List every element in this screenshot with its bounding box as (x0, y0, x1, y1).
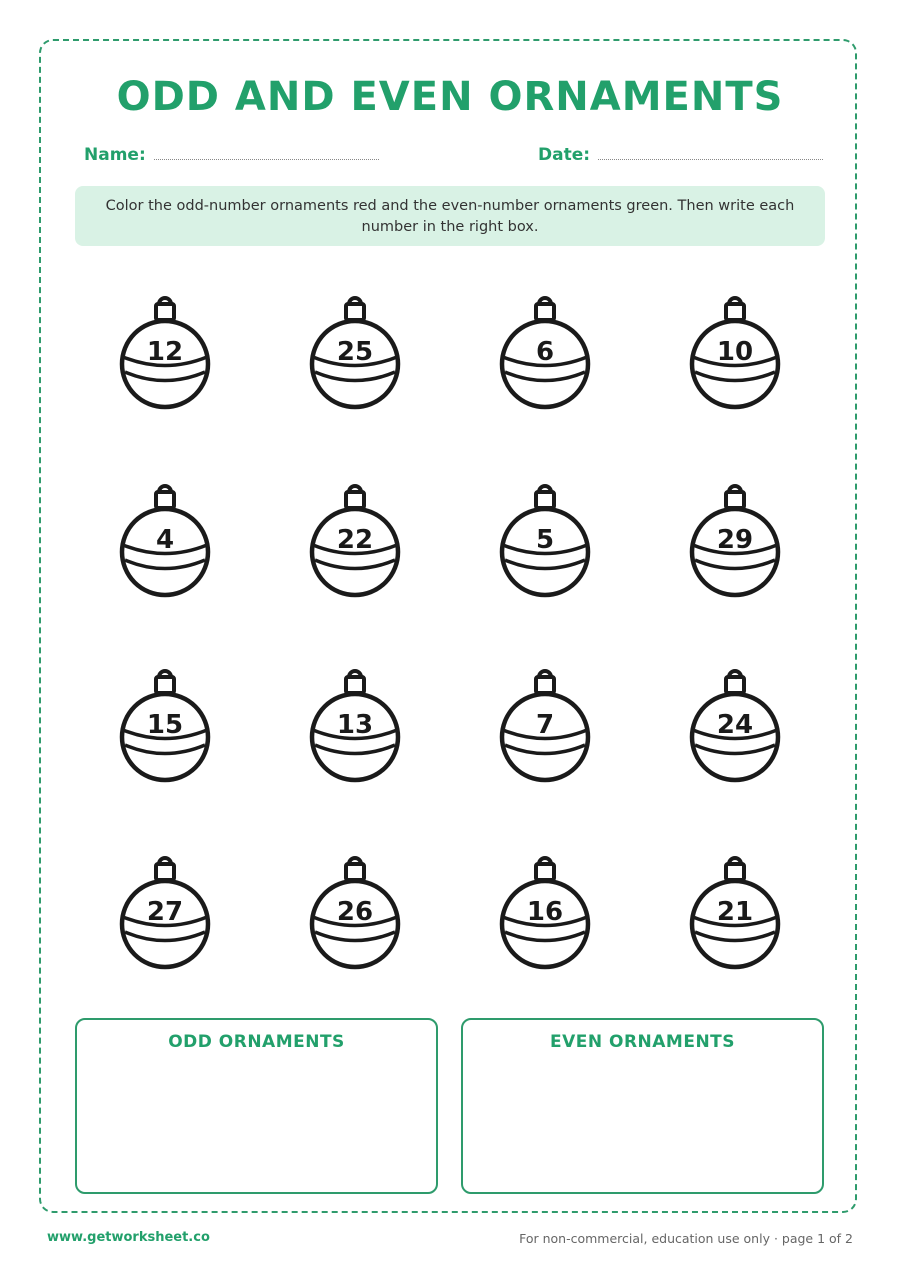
ornament-number: 21 (716, 897, 754, 927)
ornament[interactable] (110, 852, 220, 982)
ornament-number: 12 (146, 337, 184, 367)
ornament-number: 15 (146, 710, 184, 740)
ornament-number: 29 (716, 525, 754, 555)
ornament[interactable] (300, 480, 410, 610)
ornament[interactable] (680, 852, 790, 982)
ornament-number: 7 (535, 710, 555, 740)
ornament[interactable] (490, 665, 600, 795)
ornament[interactable] (300, 665, 410, 795)
odd-ornaments-box[interactable] (75, 1018, 438, 1194)
footer-note: For non-commercial, education use only · page 1 of 2 (519, 1231, 853, 1246)
ornament-number: 5 (535, 525, 555, 555)
ornament[interactable] (110, 665, 220, 795)
ornament[interactable] (490, 292, 600, 422)
ornament[interactable] (110, 480, 220, 610)
even-box-title: EVEN ORNAMENTS (549, 1032, 736, 1052)
ornament[interactable] (110, 292, 220, 422)
ornament[interactable] (680, 665, 790, 795)
ornament-number: 10 (716, 337, 754, 367)
ornament[interactable] (680, 292, 790, 422)
date-label: Date: (538, 145, 591, 165)
name-label: Name: (84, 145, 146, 165)
ornament[interactable] (300, 292, 410, 422)
odd-box-title: ODD ORNAMENTS (168, 1032, 345, 1052)
ornament[interactable] (300, 852, 410, 982)
ornament-number: 22 (336, 525, 374, 555)
even-ornaments-box[interactable] (461, 1018, 824, 1194)
instructions-text: Color the odd-number ornaments red and the even-number ornaments green. Then write each number in the right box. (105, 198, 795, 235)
ornament[interactable] (490, 852, 600, 982)
worksheet-title: ODD AND EVEN ORNAMENTS (116, 74, 784, 120)
ornament-number: 25 (336, 337, 374, 367)
ornament[interactable] (680, 480, 790, 610)
ornament-number: 26 (336, 897, 374, 927)
ornament-number: 24 (716, 710, 754, 740)
footer-site: www.getworksheet.co (47, 1230, 210, 1245)
ornament-number: 4 (155, 525, 175, 555)
ornament-number: 27 (146, 897, 184, 927)
ornament-number: 13 (336, 710, 374, 740)
ornament-number: 6 (535, 337, 555, 367)
ornament[interactable] (490, 480, 600, 610)
ornament-number: 16 (526, 897, 564, 927)
